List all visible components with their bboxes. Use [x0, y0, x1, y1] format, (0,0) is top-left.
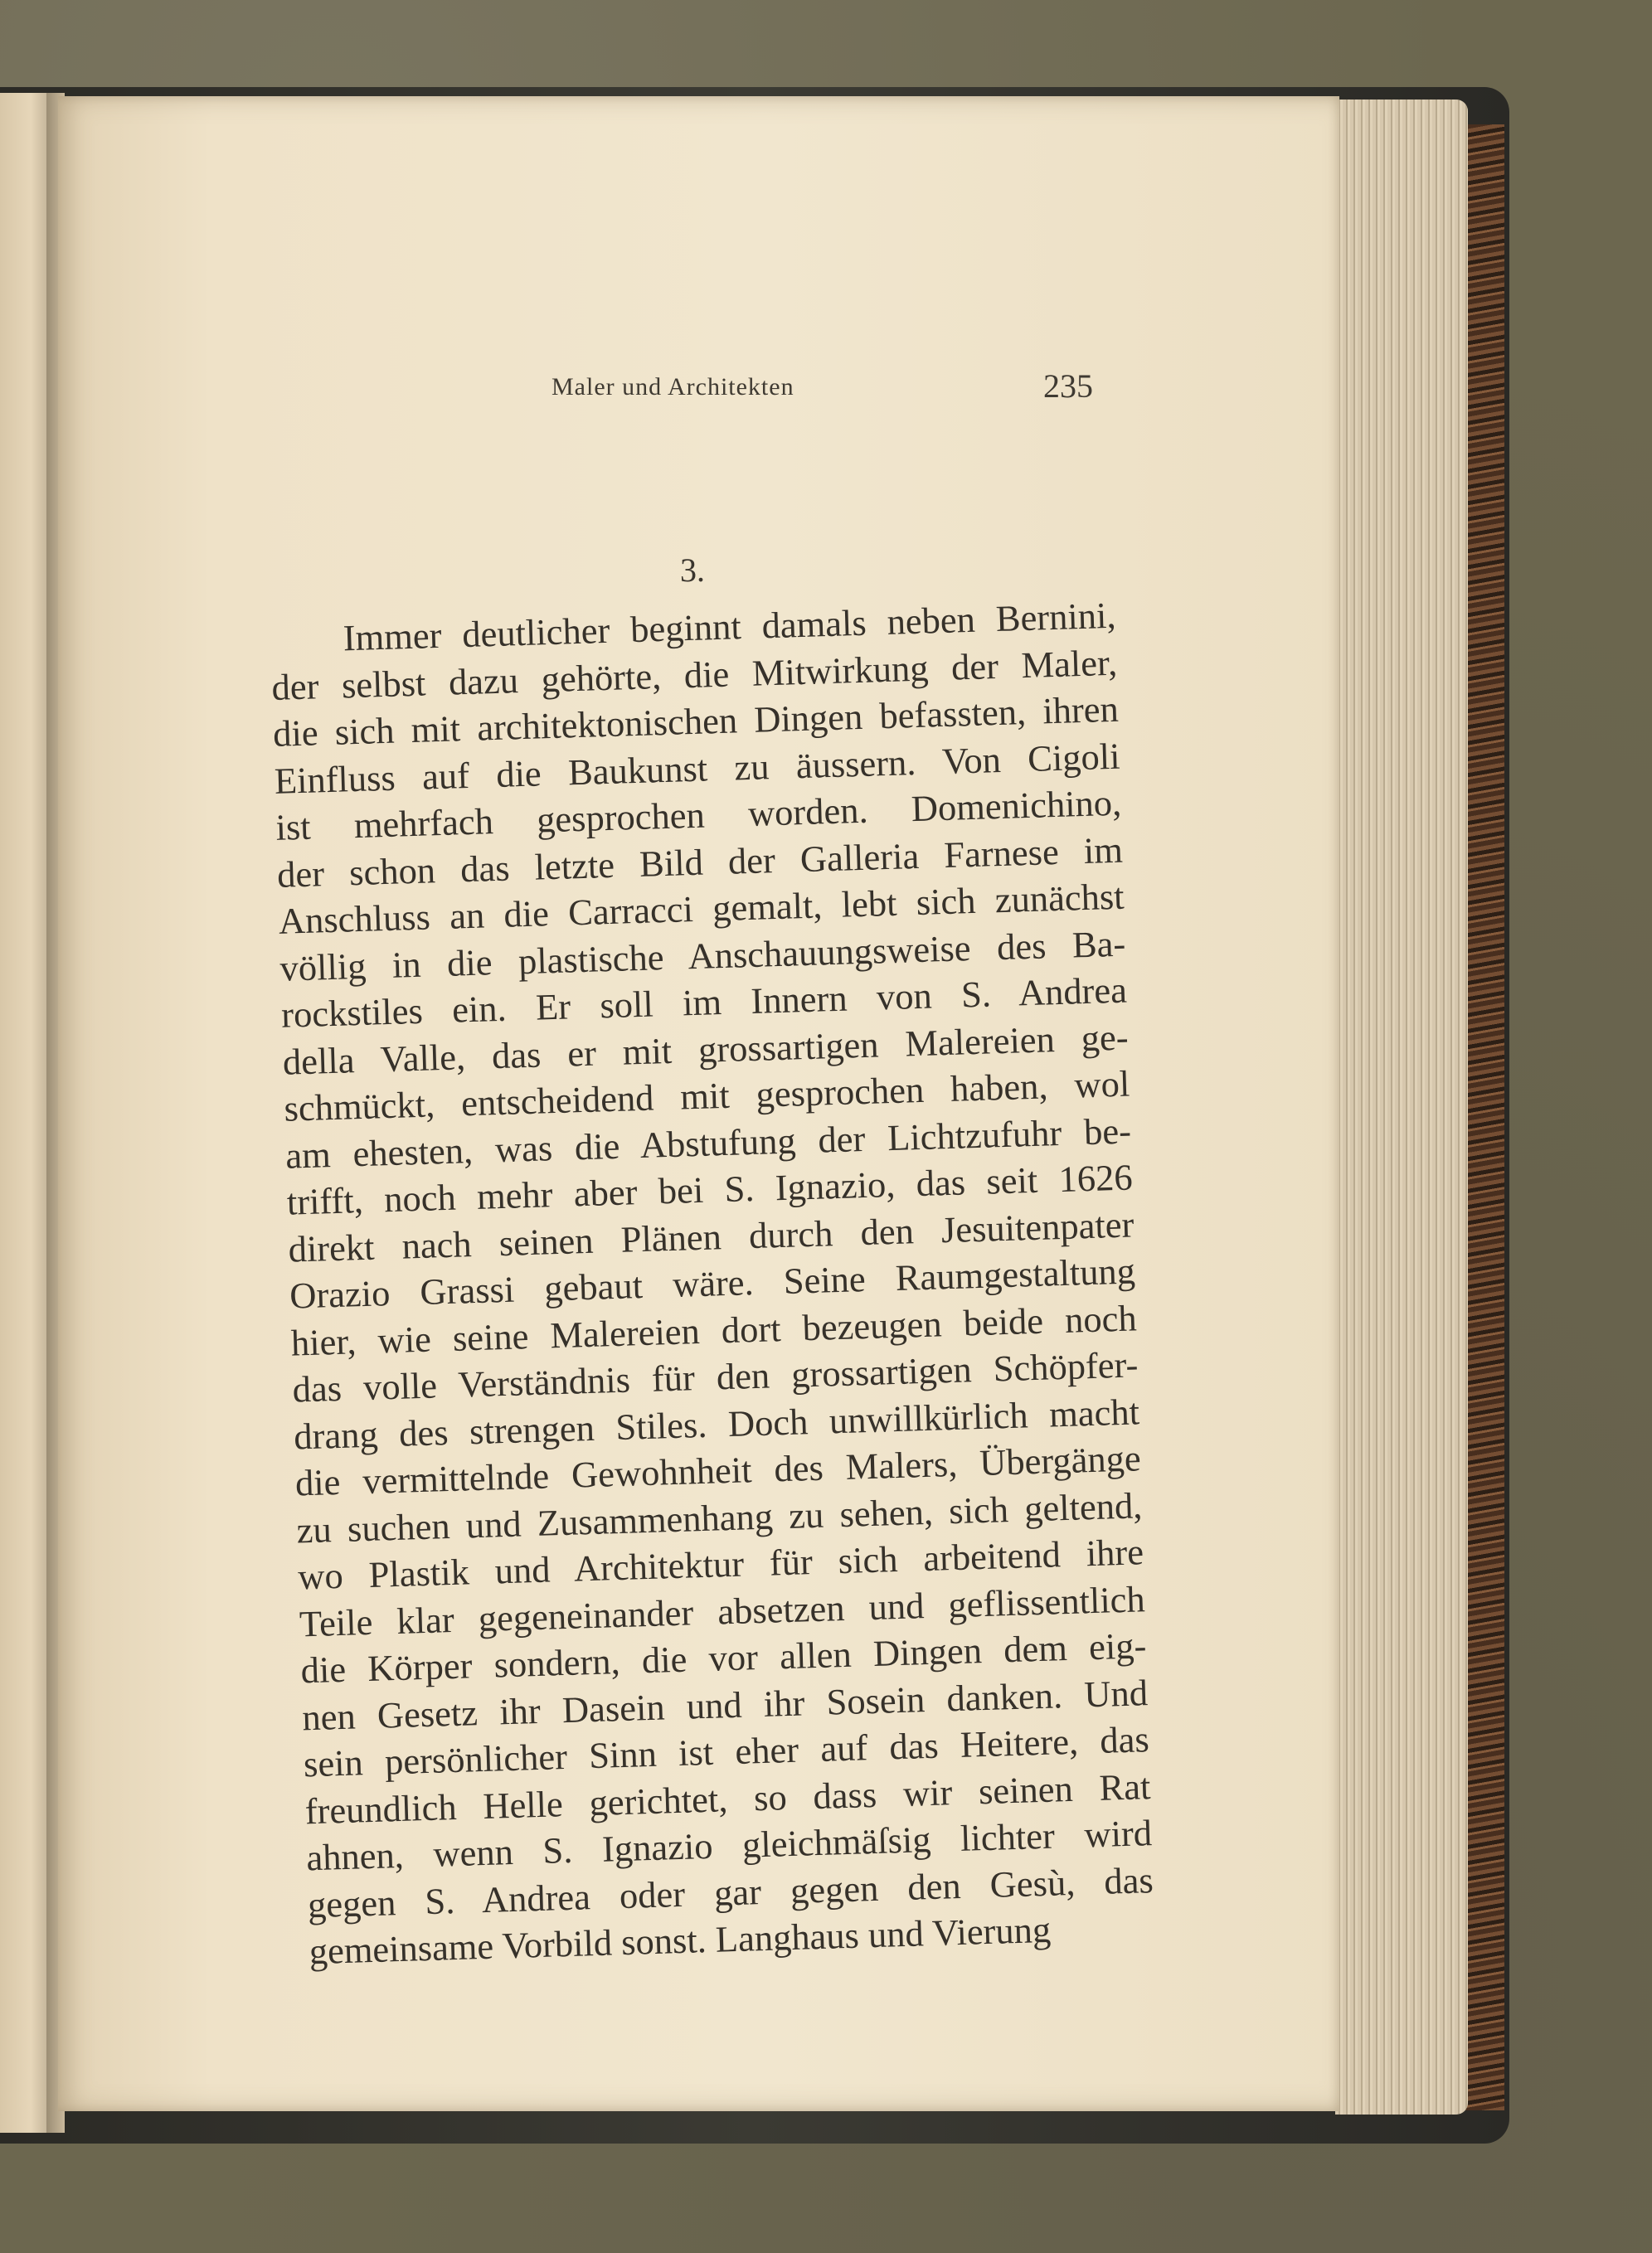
- text-line: schmückt, entscheidend mit gesprochen haben, wol: [283, 1062, 1130, 1129]
- text-line: Einfluss auf die Baukunst zu äussern. Von Cigoli: [274, 735, 1121, 802]
- page-number: 235: [1043, 367, 1093, 405]
- text-line: sein persönlicher Sinn ist eher auf das Heitere, das: [303, 1718, 1150, 1785]
- text-line: das volle Verständnis für den grossartigen Schöpfer-: [291, 1343, 1139, 1411]
- text-line: direkt nach seinen Plänen durch den Jesuitenpater: [287, 1202, 1135, 1270]
- text-line: der selbst dazu gehörte, die Mitwirkung der Maler,: [270, 641, 1118, 708]
- text-line: Immer deutlicher beginnt damals neben Bernini,: [343, 594, 1117, 659]
- running-head: [58, 367, 1339, 408]
- text-line: hier, wie seine Malereien dort bezeugen beide noch: [290, 1296, 1138, 1364]
- text-line: Teile klar gegeneinander absetzen und geflissentlich: [299, 1577, 1146, 1644]
- book-page: [58, 96, 1339, 2111]
- text-line: freundlich Helle gerichtet, so dass wir seinen Rat: [304, 1765, 1152, 1832]
- body-paragraph: [270, 592, 1155, 1975]
- marbled-cover-edge: [1465, 124, 1504, 2110]
- text-line: nen Gesetz ihr Dasein und ihr Sosein danken. Und: [301, 1671, 1149, 1738]
- text-line: Orazio Grassi gebaut wäre. Seine Raumgestaltung: [289, 1250, 1136, 1317]
- previous-page-sliver: [0, 93, 51, 2133]
- running-title: Maler und Architekten: [551, 373, 794, 401]
- text-line: wo Plastik und Architektur für sich arbeitend ihre: [297, 1531, 1144, 1598]
- section-number: 3.: [680, 551, 705, 589]
- page-edges: [1335, 100, 1468, 2115]
- text-line: ahnen, wenn S. Ignazio gleichmäſsig lichter wird: [305, 1812, 1153, 1879]
- text-line: gemeinsame Vorbild sonst. Langhaus und Vierung: [309, 1908, 1052, 1973]
- text-line: della Valle, das er mit grossartigen Malereien ge-: [282, 1016, 1130, 1083]
- text-line: die sich mit architektonischen Dingen befassten, ihren: [272, 687, 1120, 755]
- text-line: die vermittelnde Gewohnheit des Malers, Übergänge: [294, 1437, 1142, 1504]
- text-line: zu suchen und Zusammenhang zu sehen, sich geltend,: [295, 1483, 1143, 1551]
- text-line: ist mehrfach gesprochen worden. Domenichino,: [275, 781, 1122, 848]
- text-line: der schon das letzte Bild der Galleria Farnese im: [276, 828, 1124, 896]
- text-line: völlig in die plastische Anschauungsweise des Ba-: [279, 922, 1126, 989]
- text-line: am ehesten, was die Abstufung der Lichtzufuhr be-: [284, 1109, 1132, 1177]
- text-line: trifft, noch mehr aber bei S. Ignazio, das seit 1626: [286, 1156, 1134, 1223]
- text-line: drang des strengen Stiles. Doch unwillkürlich macht: [293, 1390, 1140, 1458]
- text-line: Anschluss an die Carracci gemalt, lebt sich zunächst: [278, 875, 1125, 942]
- text-line: die Körper sondern, die vor allen Dingen dem eig-: [299, 1624, 1147, 1692]
- text-line: rockstiles ein. Er soll im Innern von S. Andrea: [280, 969, 1128, 1036]
- text-line: gegen S. Andrea oder gar gegen den Gesù, das: [307, 1858, 1154, 1925]
